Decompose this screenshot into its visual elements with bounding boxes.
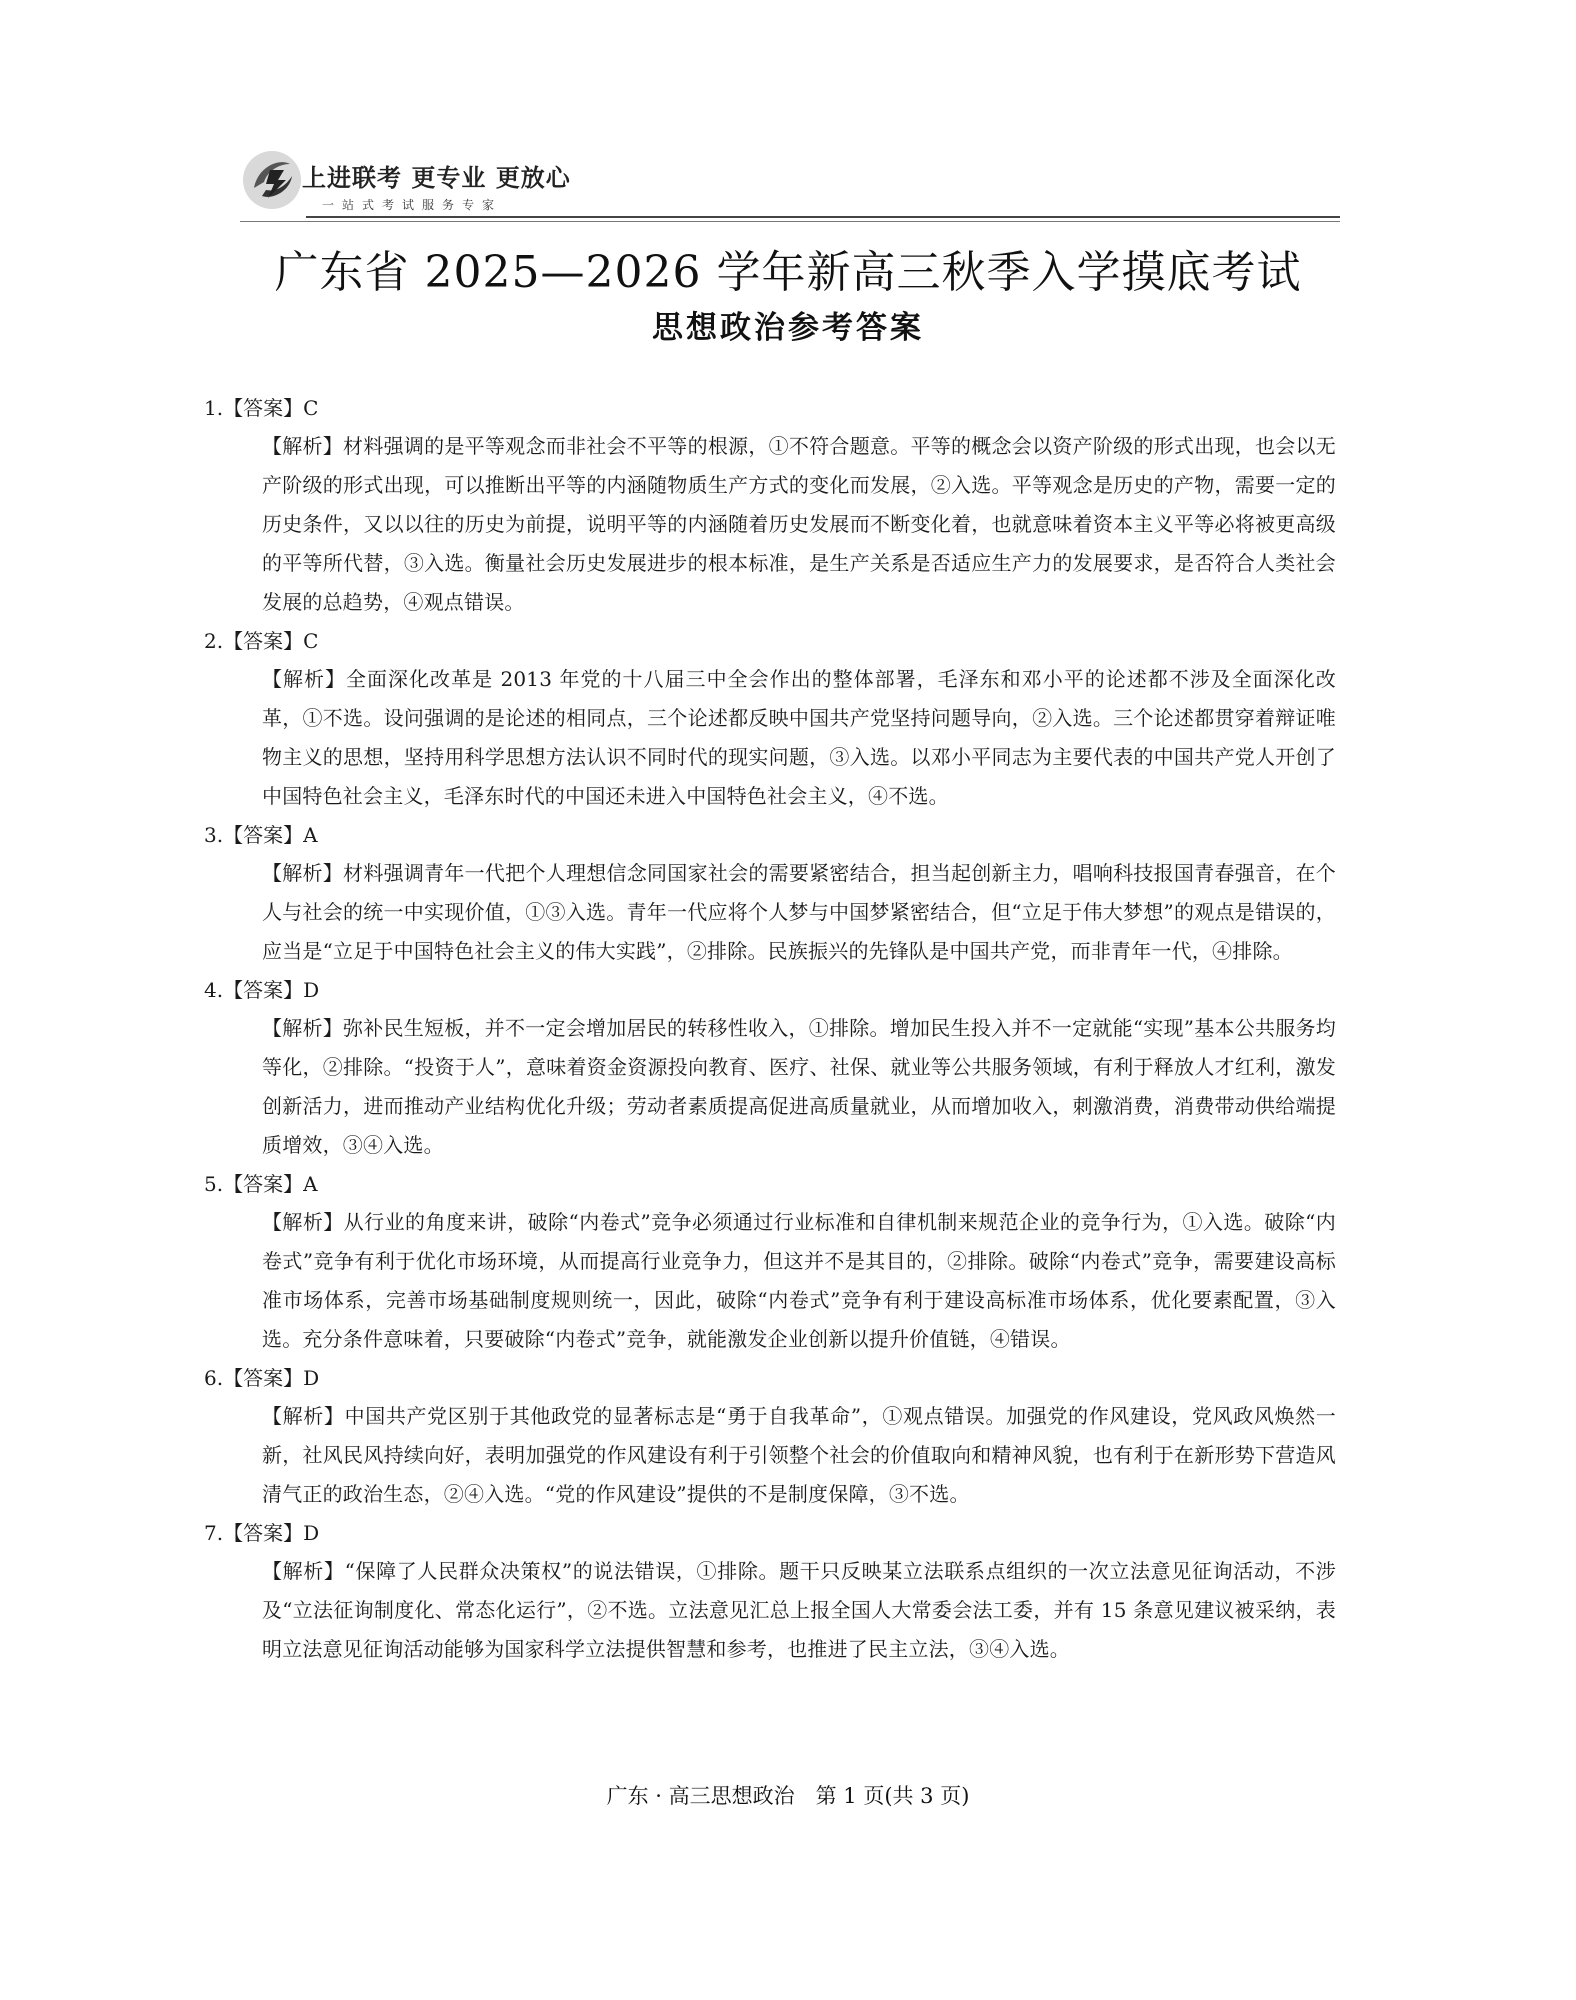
answer-item — [200, 816, 1336, 971]
page-title: 广东省 2025—2026 学年新高三秋季入学摸底考试 — [274, 247, 1302, 298]
answer-label: 1.【答案】C — [204, 396, 319, 420]
answer-explanation: 【解析】“保障了人民群众决策权”的说法错误，①排除。题干只反映某立法联系点组织的一次立法意见征询活动，不涉及“立法征询制度化、常态化运行”，②不选。立法意见汇总上报全国人大常委会法工委，并有 15 条意见建议被采纳，表明立法意见征询活动能够为国家科学立法提供智慧和参考，也推进了民主立法，③④入选。 — [262, 1559, 1336, 1661]
answer-label: 7.【答案】D — [204, 1521, 320, 1545]
answer-explanation: 【解析】中国共产党区别于其他政党的显著标志是“勇于自我革命”，①观点错误。加强党的作风建设，党风政风焕然一新，社风民风持续向好，表明加强党的作风建设有利于引领整个社会的价值取向和精神风貌，也有利于在新形势下营造风清气正的政治生态，②④入选。“党的作风建设”提供的不是制度保障，③不选。 — [262, 1404, 1336, 1506]
page-footer: 广东 · 高三思想政治 第 1 页(共 3 页) — [606, 1784, 970, 1808]
slogan: 上进联考 更专业 更放心 — [302, 164, 571, 192]
answer-label: 4.【答案】D — [204, 978, 320, 1002]
answer-item — [200, 1359, 1336, 1514]
answer-item — [200, 389, 1336, 622]
answer-item — [200, 1165, 1336, 1359]
answer-label: 3.【答案】A — [204, 823, 318, 847]
answer-explanation: 【解析】全面深化改革是 2013 年党的十八届三中全会作出的整体部署，毛泽东和邓小平的论述都不涉及全面深化改革，①不选。设问强调的是论述的相同点，三个论述都反映中国共产党坚持问题导向，②入选。三个论述都贯穿着辩证唯物主义的思想，坚持用科学思想方法认识不同时代的现实问题，③入选。以邓小平同志为主要代表的中国共产党人开创了中国特色社会主义，毛泽东时代的中国还未进入中国特色社会主义，④不选。 — [262, 667, 1336, 808]
answer-explanation: 【解析】弥补民生短板，并不一定会增加居民的转移性收入，①排除。增加民生投入并不一定就能“实现”基本公共服务均等化，②排除。“投资于人”，意味着资金资源投向教育、医疗、社保、就业等公共服务领域，有利于释放人才红利，激发创新活力，进而推动产业结构优化升级；劳动者素质提高促进高质量就业，从而增加收入，刺激消费，消费带动供给端提质增效，③④入选。 — [262, 1016, 1336, 1157]
answer-item — [200, 1514, 1336, 1669]
answer-label: 6.【答案】D — [204, 1366, 320, 1390]
answer-explanation: 【解析】材料强调青年一代把个人理想信念同国家社会的需要紧密结合，担当起创新主力，唱响科技报国青春强音，在个人与社会的统一中实现价值，①③入选。青年一代应将个人梦与中国梦紧密结合，但“立足于伟大梦想”的观点是错误的，应当是“立足于中国特色社会主义的伟大实践”，②排除。民族振兴的先锋队是中国共产党，而非青年一代，④排除。 — [262, 861, 1336, 963]
answer-label: 2.【答案】C — [204, 629, 319, 653]
header-rule — [306, 216, 1340, 218]
answer-item — [200, 622, 1336, 816]
answer-item — [200, 971, 1336, 1165]
page-subtitle: 思想政治参考答案 — [652, 310, 924, 346]
logo-icon — [240, 148, 304, 212]
answer-label: 5.【答案】A — [204, 1172, 318, 1196]
answer-explanation: 【解析】材料强调的是平等观念而非社会不平等的根源，①不符合题意。平等的概念会以资产阶级的形式出现，也会以无产阶级的形式出现，可以推断出平等的内涵随物质生产方式的变化而发展，②入选。平等观念是历史的产物，需要一定的历史条件，又以以往的历史为前提，说明平等的内涵随着历史发展而不断变化着，也就意味着资本主义平等必将被更高级的平等所代替，③入选。衡量社会历史发展进步的根本标准，是生产关系是否适应生产力的发展要求，是否符合人类社会发展的总趋势，④观点错误。 — [262, 434, 1336, 614]
header-rule-thin — [240, 221, 1340, 222]
answer-list — [200, 389, 1336, 1669]
answer-explanation: 【解析】从行业的角度来讲，破除“内卷式”竞争必须通过行业标准和自律机制来规范企业的竞争行为，①入选。破除“内卷式”竞争有利于优化市场环境，从而提高行业竞争力，但这并不是其目的，②排除。破除“内卷式”竞争，需要建设高标准市场体系，完善市场基础制度规则统一，因此，破除“内卷式”竞争有利于建设高标准市场体系，优化要素配置，③入选。充分条件意味着，只要破除“内卷式”竞争，就能激发企业创新以提升价值链，④错误。 — [262, 1210, 1336, 1351]
header — [240, 148, 1340, 218]
tagline: 一站式考试服务专家 — [322, 198, 503, 212]
